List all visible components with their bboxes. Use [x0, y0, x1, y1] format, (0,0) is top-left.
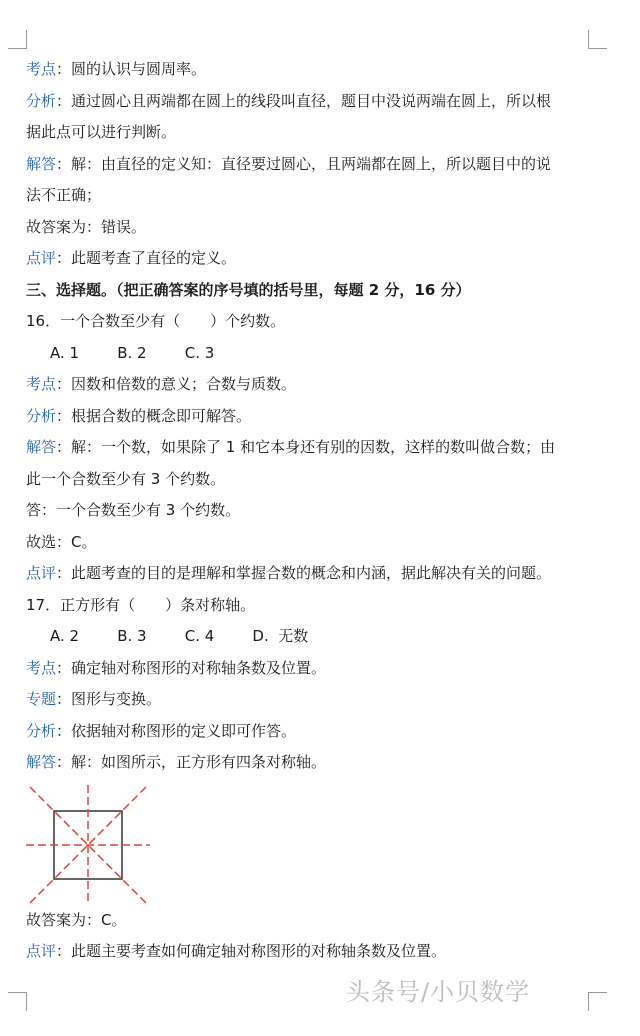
q16-answer: 答：一个合数至少有 3 个约数。 — [26, 501, 241, 519]
q17-question: 17．正方形有（ ）条对称轴。 — [26, 595, 256, 614]
crop-mark-bottom-right — [588, 992, 607, 1011]
q15-dianping: 点评：此题考查了直径的定义。 — [26, 249, 237, 267]
square-symmetry-svg — [26, 783, 156, 905]
q15-jieda-cont: 法不正确； — [26, 186, 102, 204]
q16-question: 16．一个合数至少有（ ）个约数。 — [26, 312, 286, 330]
q15-jieda: 解答：解：由直径的定义知：直径要过圆心，且两端都在圆上，所以题目中的说 — [26, 154, 552, 173]
section-title: 三、选择题。（把正确答案的序号填的括号里，每题 2 分，16 分） — [26, 280, 471, 299]
q17-fenxi: 分析：依据轴对称图形的定义即可作答。 — [26, 721, 297, 740]
q16-fenxi: 分析：根据合数的概念即可解答。 — [26, 406, 252, 425]
q17-options: A. 2 B. 3 C. 4 D. 无数 — [50, 627, 309, 645]
crop-mark-bottom-left — [8, 992, 27, 1011]
q17-zhuanti: 专题：图形与变换。 — [26, 690, 162, 708]
document-content — [26, 54, 598, 968]
watermark: 头条号/小贝数学 — [346, 978, 531, 1006]
q17-answer: 故答案为：C。 — [26, 910, 127, 929]
q16-jieda-cont: 此一个合数至少有 3 个约数。 — [26, 469, 226, 488]
q16-dianping: 点评：此题考查的目的是理解和掌握合数的概念和内涵，据此解决有关的问题。 — [26, 564, 552, 582]
q15-answer: 故答案为：错误。 — [26, 217, 147, 236]
q17-jieda: 解答：解：如图所示，正方形有四条对称轴。 — [26, 753, 327, 771]
q16-jieda: 解答：解：一个数，如果除了 1 和它本身还有别的因数，这样的数叫做合数；由 — [26, 438, 556, 456]
q15-kaodian: 考点：圆的认识与圆周率。 — [26, 60, 207, 78]
crop-mark-top-right — [588, 30, 607, 49]
q15-fenxi-cont: 据此点可以进行判断。 — [26, 123, 177, 141]
q16-kaodian: 考点：因数和倍数的意义；合数与质数。 — [26, 375, 297, 393]
q17-kaodian: 考点：确定轴对称图形的对称轴条数及位置。 — [26, 658, 327, 677]
q16-choice: 故选：C。 — [26, 532, 97, 551]
q17-dianping: 点评：此题主要考查如何确定轴对称图形的对称轴条数及位置。 — [26, 942, 447, 960]
q16-options: A. 1 B. 2 C. 3 — [50, 343, 215, 362]
q15-fenxi: 分析：通过圆心且两端都在圆上的线段叫直径，题目中没说两端在圆上，所以根 — [26, 91, 552, 110]
square-symmetry-figure — [26, 783, 598, 905]
crop-mark-top-left — [8, 30, 27, 49]
